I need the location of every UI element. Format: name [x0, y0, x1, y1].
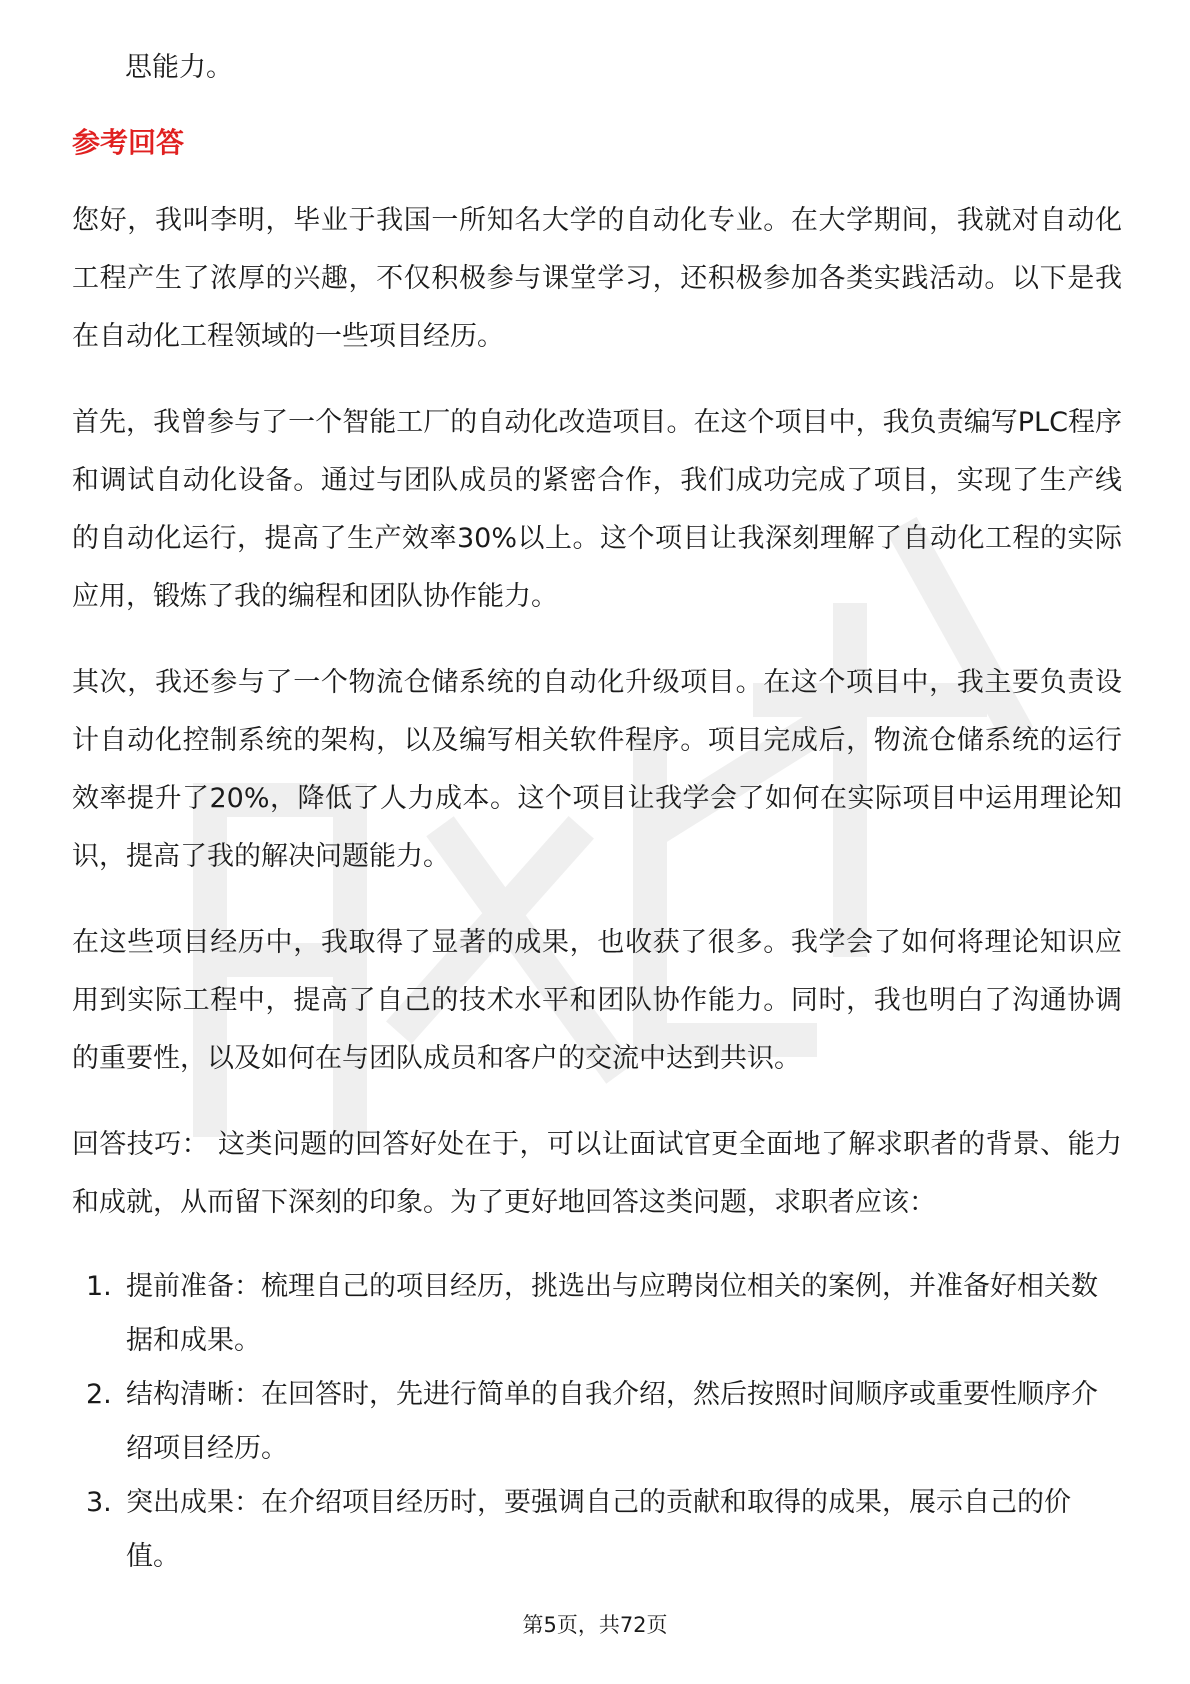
section-heading: 参考回答 [72, 126, 185, 159]
list-item-number: 1. [86, 1271, 112, 1302]
tips-list [72, 1260, 1122, 1584]
paragraph-intro: 您好，我叫李明，毕业于我国一所知名大学的自动化专业。在大学期间，我就对自动化工程产生了浓厚的兴趣，不仅积极参与课堂学习，还积极参加各类实践活动。以下是我在自动化工程领域的一些项目经历。 [72, 205, 1122, 352]
list-item-text: 结构清晰：在回答时，先进行简单的自我介绍，然后按照时间顺序或重要性顺序介绍项目经历。 [126, 1379, 1098, 1464]
list-item [72, 1476, 1122, 1584]
paragraph-summary: 在这些项目经历中，我取得了显著的成果，也收获了很多。我学会了如何将理论知识应用到实际工程中，提高了自己的技术水平和团队协作能力。同时，我也明白了沟通协调的重要性，以及如何在与团队成员和客户的交流中达到共识。 [72, 927, 1122, 1074]
list-item-text: 提前准备：梳理自己的项目经历，挑选出与应聘岗位相关的案例，并准备好相关数据和成果。 [126, 1271, 1098, 1356]
paragraph-project-2: 其次，我还参与了一个物流仓储系统的自动化升级项目。在这个项目中，我主要负责设计自动化控制系统的架构，以及编写相关软件程序。项目完成后，物流仓储系统的运行效率提升了20%，降低了人力成本。这个项目让我学会了如何在实际项目中运用理论知识，提高了我的解决问题能力。 [72, 667, 1122, 872]
continuation-text: 思能力。 [125, 52, 233, 83]
list-item [72, 1260, 1122, 1368]
answer-body [72, 192, 1122, 1584]
paragraph-tips-intro: 回答技巧： 这类问题的回答好处在于，可以让面试官更全面地了解求职者的背景、能力和成就，从而留下深刻的印象。为了更好地回答这类问题，求职者应该： [72, 1129, 1122, 1218]
paragraph-project-1: 首先，我曾参与了一个智能工厂的自动化改造项目。在这个项目中，我负责编写PLC程序和调试自动化设备。通过与团队成员的紧密合作，我们成功完成了项目，实现了生产线的自动化运行，提高了生产效率30%以上。这个项目让我深刻理解了自动化工程的实际应用，锻炼了我的编程和团队协作能力。 [72, 407, 1122, 612]
page-number: 第5页，共72页 [522, 1613, 668, 1637]
list-item-text: 突出成果：在介绍项目经历时，要强调自己的贡献和取得的成果，展示自己的价值。 [126, 1487, 1071, 1572]
list-item-number: 2. [86, 1379, 112, 1410]
list-item [72, 1368, 1122, 1476]
list-item-number: 3. [86, 1487, 112, 1518]
